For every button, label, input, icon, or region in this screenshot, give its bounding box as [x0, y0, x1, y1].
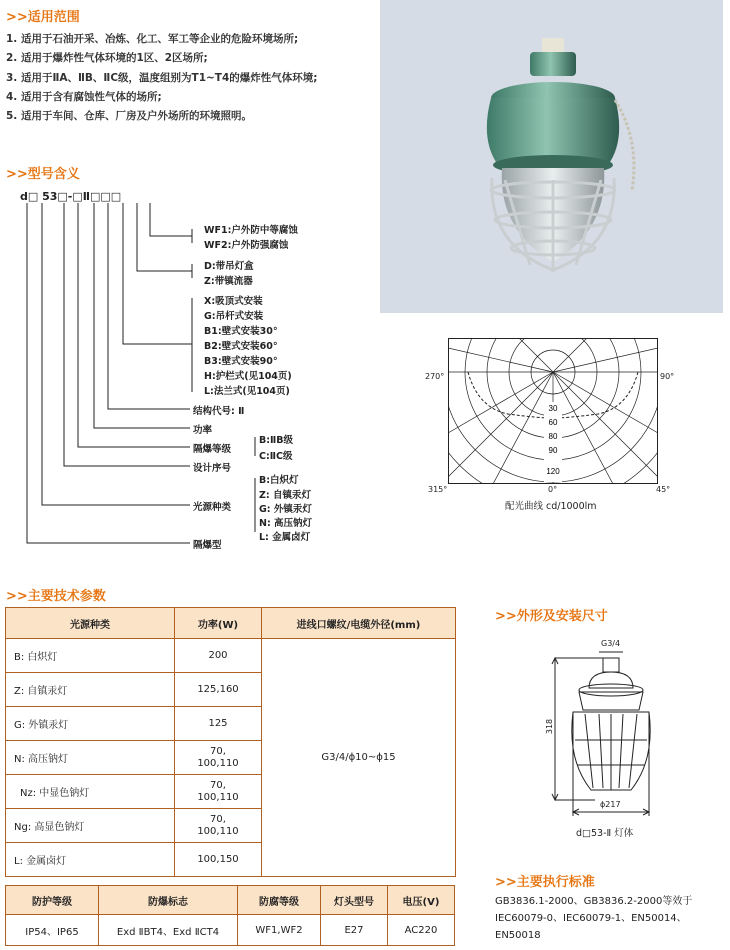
cell-source: G: 外镇汞灯	[6, 707, 175, 741]
cell-voltage: AC220	[388, 915, 455, 946]
usage-title: >>适用范围	[6, 10, 80, 25]
table-row	[6, 639, 456, 673]
header-corrosion: 防腐等级	[238, 886, 321, 915]
legend-source-opt: L: 金属卤灯	[259, 532, 311, 543]
polar-label-90: 90°	[660, 372, 675, 381]
usage-item: 2. 适用于爆炸性气体环境的1区、2区场所;	[6, 52, 208, 65]
legend-serial: 设计序号	[193, 463, 232, 474]
dim-g34: G3/4	[601, 639, 621, 648]
cell-power: 70, 100,110	[175, 775, 262, 809]
model-tree-lines	[0, 0, 380, 560]
legend-type: 隔爆型	[193, 540, 222, 551]
table-row	[6, 915, 455, 946]
ring-label: 90	[548, 446, 558, 455]
polar-caption: 配光曲线 cd/1000lm	[505, 501, 597, 512]
cell-protection: IP54、IP65	[6, 915, 99, 946]
legend-mount: G:吊杆式安装	[204, 311, 264, 322]
header-thread: 进线口螺纹/电缆外径(mm)	[262, 608, 456, 639]
tech-title: >>主要技术参数	[6, 589, 106, 604]
dim-width: ϕ217	[600, 800, 621, 809]
polar-label-270: 270°	[425, 372, 445, 381]
usage-item: 5. 适用于车间、仓库、厂房及户外场所的环境照明。	[6, 110, 252, 123]
ring-label: 60	[548, 418, 558, 427]
cell-source: B: 白炽灯	[6, 639, 175, 673]
cell-power: 125,160	[175, 673, 262, 707]
rating-table	[5, 885, 455, 946]
legend-grade-b: B:ⅡB级	[259, 435, 294, 446]
header-exmark: 防爆标志	[99, 886, 238, 915]
cell-source: N: 高压钠灯	[6, 741, 175, 775]
ring-label: 120	[546, 467, 560, 476]
header-source: 光源种类	[6, 608, 175, 639]
legend-grade-c: C:ⅡC级	[259, 451, 293, 462]
usage-item: 1. 适用于石油开采、冶炼、化工、军工等企业的危险环境场所;	[6, 33, 299, 45]
header-power: 功率(W)	[175, 608, 262, 639]
polar-label-315: 315°	[428, 485, 448, 494]
product-photo	[380, 0, 723, 313]
polar-label-0: 0°	[548, 485, 558, 494]
model-code: d□ 53□-□Ⅱ□□□	[20, 190, 122, 203]
cell-power: 70, 100,110	[175, 741, 262, 775]
legend-wf1: WF1:户外防中等腐蚀	[204, 225, 298, 236]
legend-mount: B1:壁式安装30°	[204, 326, 278, 337]
legend-grade: 隔爆等级	[193, 444, 232, 455]
light-distribution-chart	[448, 338, 658, 484]
legend-mount: B3:壁式安装90°	[204, 356, 278, 367]
legend-mount: X:吸顶式安装	[204, 296, 263, 307]
cell-power: 200	[175, 639, 262, 673]
dim-caption: d□53-Ⅱ 灯体	[576, 828, 634, 839]
cell-power: 125	[175, 707, 262, 741]
cell-source: Nz: 中显色钠灯	[6, 775, 175, 809]
legend-source-opt: G: 外镇汞灯	[259, 504, 312, 515]
legend-source: 光源种类	[193, 502, 232, 513]
header-protection: 防护等级	[6, 886, 99, 915]
legend-wf2: WF2:户外防强腐蚀	[204, 240, 289, 251]
table-header-row	[6, 886, 455, 915]
legend-source-opt: N: 高压钠灯	[259, 518, 313, 529]
table-header-row	[6, 608, 456, 639]
model-title: >>型号含义	[6, 167, 80, 182]
legend-power: 功率	[193, 425, 213, 436]
usage-item: 3. 适用于ⅡA、ⅡB、ⅡC级，温度组别为T1~T4的爆炸性气体环境;	[6, 71, 318, 84]
cell-source: L: 金属卤灯	[6, 843, 175, 877]
polar-label-45: 45°	[656, 485, 671, 494]
standards-title: >>主要执行标准	[495, 875, 595, 890]
standards-text: GB3836.1-2000、GB3836.2-2000等效于IEC60079-0、IEC60079-1、EN50014、EN50018	[495, 896, 693, 941]
cell-thread: G3/4/ϕ10~ϕ15	[262, 639, 456, 877]
cell-power: 100,150	[175, 843, 262, 877]
cell-source: Ng: 高显色钠灯	[6, 809, 175, 843]
cell-lampholder: E27	[321, 915, 388, 946]
cell-source: Z: 自镇汞灯	[6, 673, 175, 707]
dim-height: 318	[545, 718, 555, 735]
ring-label: 30	[548, 404, 558, 413]
dimension-title: >>外形及安装尺寸	[495, 609, 608, 624]
legend-source-opt: Z: 自镇汞灯	[259, 490, 311, 501]
legend-source-opt: B:白炽灯	[259, 475, 299, 486]
legend-structure: 结构代号: Ⅱ	[193, 406, 245, 417]
cell-exmark: Exd ⅡBT4、Exd ⅡCT4	[99, 915, 238, 946]
usage-item: 4. 适用于含有腐蚀性气体的场所;	[6, 90, 162, 103]
legend-z: Z:带镇流器	[204, 276, 253, 287]
legend-mount: H:护栏式(见104页)	[204, 371, 292, 382]
ring-label: 80	[548, 432, 558, 441]
legend-mount: B2:壁式安装60°	[204, 341, 278, 352]
tech-table	[5, 607, 456, 877]
legend-d: D:带吊灯盒	[204, 261, 254, 272]
cell-power: 70, 100,110	[175, 809, 262, 843]
header-voltage: 电压(V)	[388, 886, 455, 915]
header-lampholder: 灯头型号	[321, 886, 388, 915]
cell-corrosion: WF1,WF2	[238, 915, 321, 946]
legend-mount: L:法兰式(见104页)	[204, 386, 290, 397]
